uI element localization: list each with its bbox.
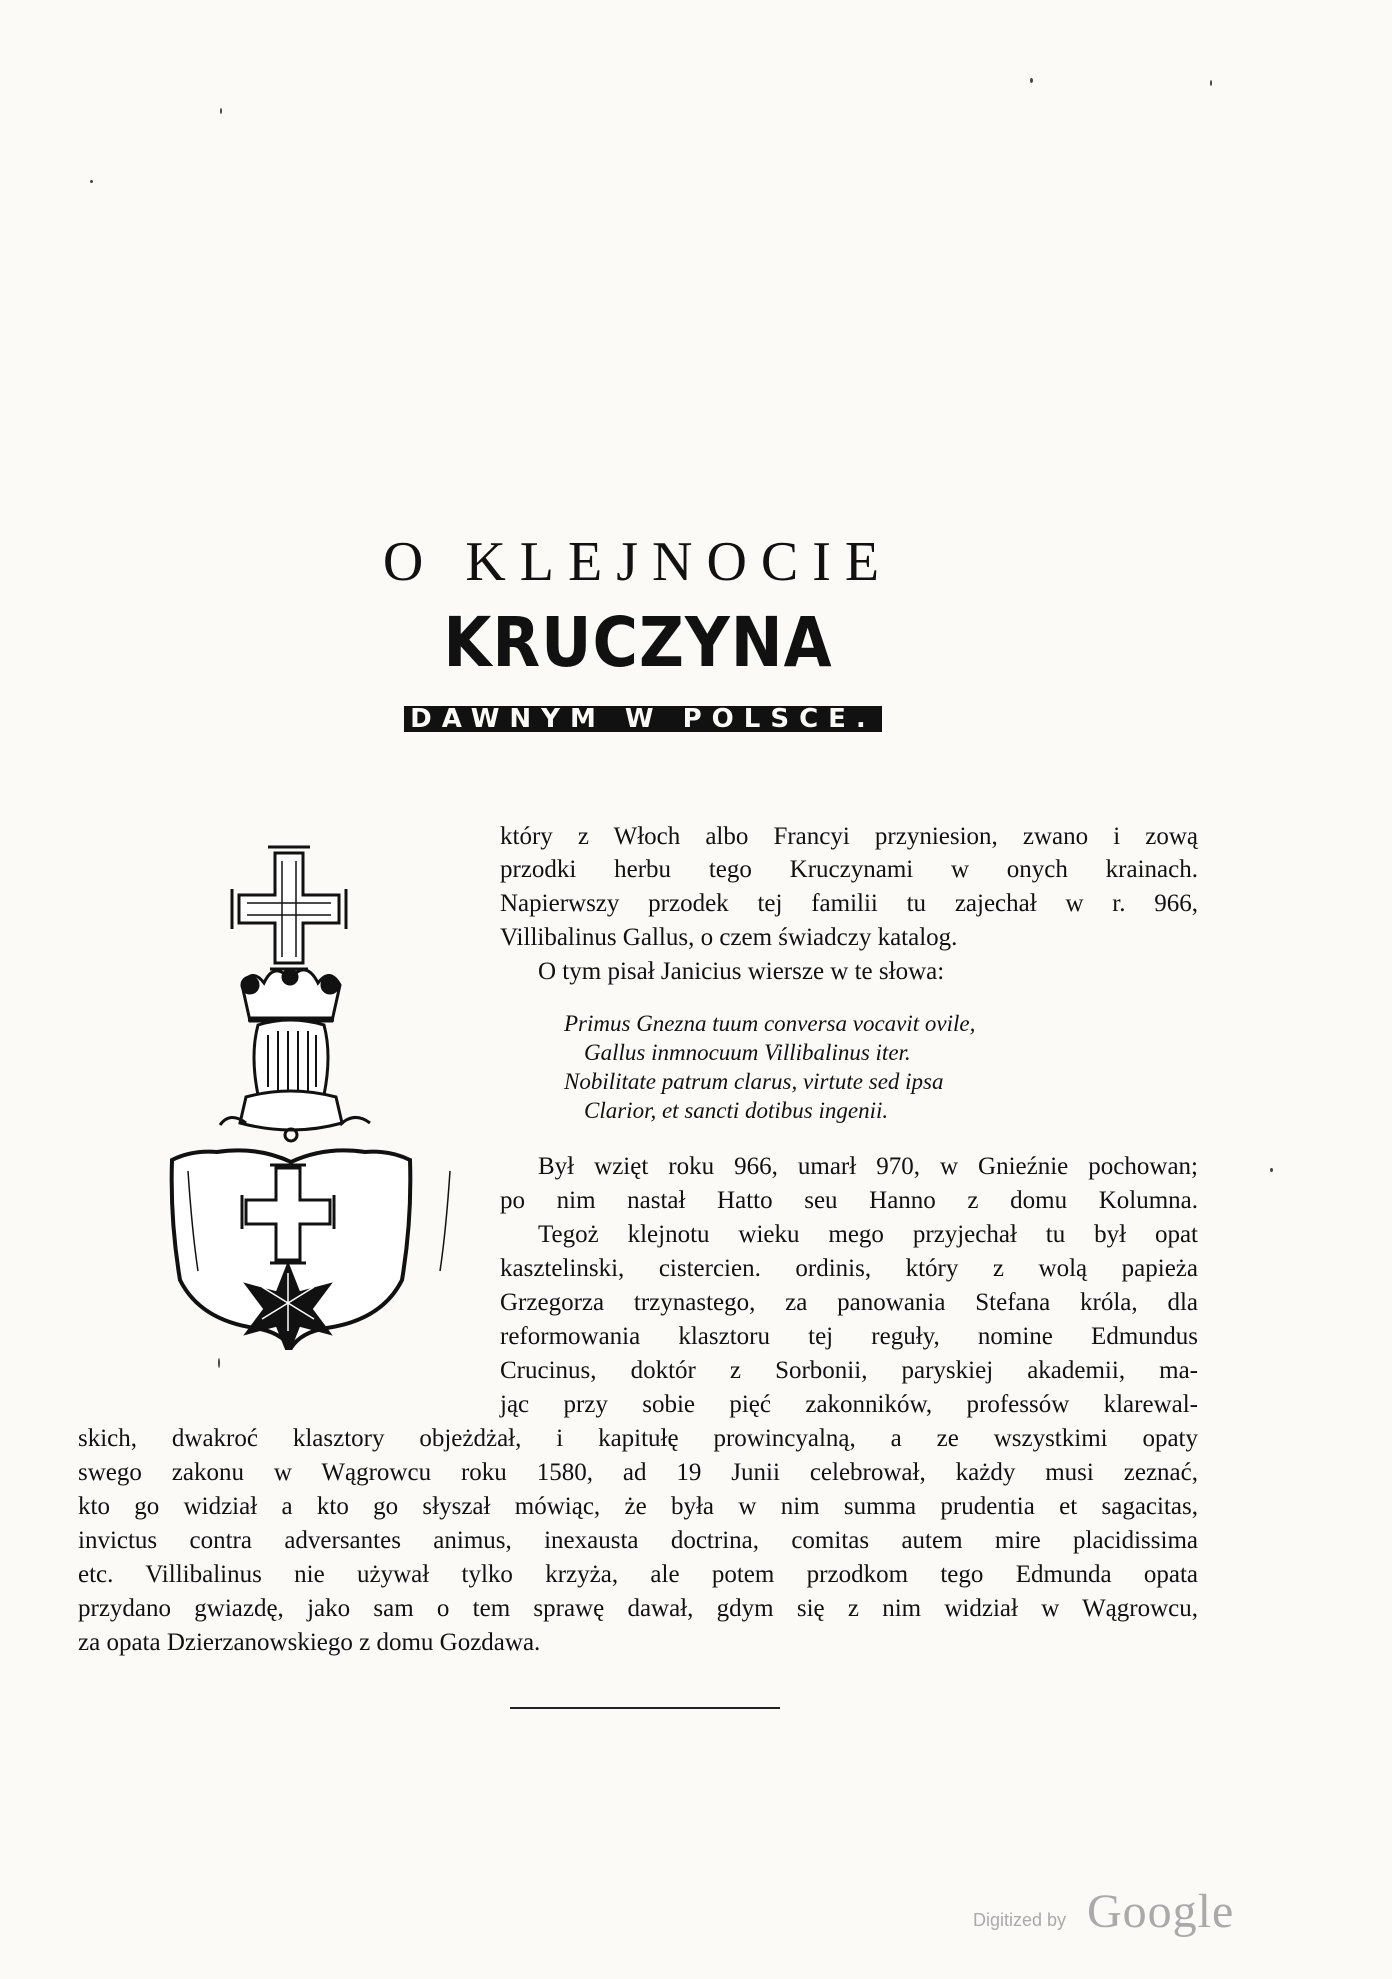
coat-of-arms-illustration (150, 835, 480, 1350)
speck (1210, 80, 1212, 86)
text-line-r11: reformowania klasztoru tej reguły, nomine Edmundus (500, 1323, 1198, 1350)
text-line-r8: Tegoż klejnotu wieku mego przyjechał tu był opat (538, 1221, 1198, 1248)
text-line-r10: Grzegorza trzynastego, za panowania Stefana króla, dla (500, 1289, 1198, 1316)
speck (220, 108, 222, 114)
text-line-f4: invictus contra adversantes animus, inexausta doctrina, comitas autem mire placidissima (78, 1527, 1198, 1554)
text-line-r5: O tym pisał Janicius wiersze w te słowa: (538, 958, 945, 985)
text-line-r12: Crucinus, doktór z Sorbonii, paryskiej akademii, ma- (500, 1357, 1198, 1384)
text-line-r9: kasztelinski, cistercien. ordinis, który z wolą papieża (500, 1255, 1198, 1282)
text-line-f1: skich, dwakroć klasztory objeżdżał, i kapitułę prowincyalną, a ze wszystkimi opaty (78, 1425, 1198, 1452)
speck (218, 1358, 220, 1368)
text-line-r13: jąc przy sobie pięć zakonników, professów klarewal- (500, 1391, 1198, 1418)
watermark-google: Google (1087, 1885, 1235, 1938)
text-line-f5: etc. Villibalinus nie używał tylko krzyża, ale potem przodkom tego Edmunda opata (78, 1561, 1198, 1588)
end-separator-line (510, 1707, 780, 1709)
title-line-3 (248, 706, 1038, 732)
text-line-f3: kto go widział a kto go słyszał mówiąc, że była w nim summa prudentia et sagacitas, (78, 1493, 1198, 1520)
text-line-f6: przydano gwiazdę, jako sam o tem sprawę dawał, gdym się z nim widział w Wągrowcu, (78, 1595, 1198, 1622)
google-watermark (965, 1885, 1265, 1938)
watermark-digitized-by: Digitized by (973, 1910, 1067, 1930)
title-line-1: O KLEJNOCIE (382, 531, 894, 593)
verse-line-1: Primus Gnezna tuum conversa vocavit ovile, (564, 1011, 976, 1036)
speck (1270, 1168, 1273, 1172)
verse-line-3: Nobilitate patrum clarus, virtute sed ipsa (564, 1069, 944, 1094)
text-line-r7: po nim nastał Hatto seu Hanno z domu Kolumna. (500, 1187, 1198, 1214)
text-line-f2: swego zakonu w Wągrowcu roku 1580, ad 19 Junii celebrował, każdy musi zeznać, (78, 1459, 1198, 1486)
text-line-r3: Napierwszy przodek tej familii tu zajechał w r. 966, (500, 890, 1198, 917)
speck (90, 180, 93, 183)
text-line-f7: za opata Dzierzanowskiego z domu Gozdawa. (78, 1629, 541, 1656)
speck (1030, 78, 1033, 83)
verse-line-2: Gallus inmnocuum Villibalinus iter. (584, 1040, 911, 1065)
text-line-r1: który z Włoch albo Francyi przyniesion, zwano i zową (500, 823, 1198, 850)
verse-line-4: Clarior, et sancti dotibus ingenii. (584, 1098, 889, 1123)
text-line-r6: Był wzięt roku 966, umarł 970, w Gnieźnie pochowan; (538, 1153, 1198, 1180)
title-line-2: KRUCZYNA (443, 602, 833, 683)
title-line-3-text: DAWNYM W POLSCE. (404, 706, 882, 732)
text-line-r4: Villibalinus Gallus, o czem świadczy katalog. (500, 924, 958, 951)
text-line-r2: przodki herbu tego Kruczynami w onych krainach. (500, 856, 1198, 883)
